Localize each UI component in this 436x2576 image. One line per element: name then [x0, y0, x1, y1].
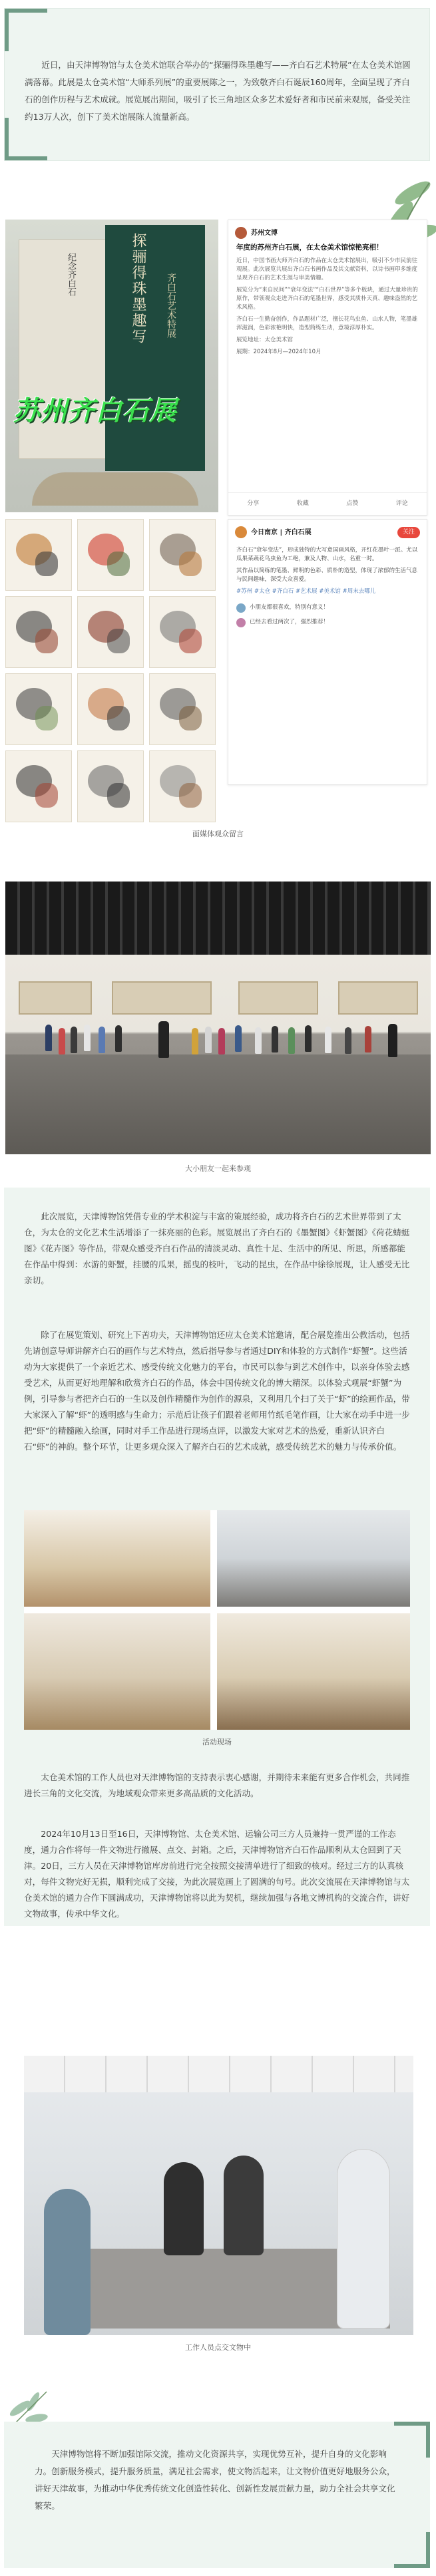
painting-thumbnail: [149, 673, 216, 745]
share-button[interactable]: 分享: [247, 500, 260, 507]
post-paragraph: 齐白石一生勤奋创作，作品题材广泛，擅长花鸟虫鱼、山水人物，笔墨雄浑滋润，色彩浓艳明快，造型简练生动，意境淳厚朴实。: [236, 316, 418, 331]
post-paragraph: 近日，中国书画大师齐白石的作品在太仓美术馆展出，吸引不少市民前往观展。此次展览共展出齐白石书画作品及其文献资料，以诗书画印多维度呈现齐白石的艺术生涯与审美情趣。: [236, 257, 418, 281]
painting-thumbnail: [5, 750, 72, 822]
painting-thumbnail: [149, 596, 216, 668]
painting-thumbnail: [5, 519, 72, 591]
avatar: [236, 603, 246, 613]
catalogue-title: 探骊得珠墨趣写: [130, 233, 146, 345]
favorite-button[interactable]: 收藏: [296, 500, 309, 507]
avatar: [236, 618, 246, 627]
comment-text: 已经去看过两次了，强烈推荐！: [250, 619, 329, 625]
corner-decoration: [5, 9, 47, 51]
narrative-card: [4, 1188, 430, 1926]
visitors-photo: [5, 882, 431, 1154]
post-paragraph: 展览分为“来自民间”“衰年变法”“白石世界”等多个板块，通过大量珍贵的原作，带领观众走进齐白石的笔墨世界，感受其质朴天真、趣味盎然的艺术风格。: [236, 287, 418, 311]
catalogue-book-dark: [105, 225, 205, 471]
corner-decoration: [394, 2532, 430, 2568]
comment-text: 小朋友都很喜欢，特别有意义！: [250, 604, 329, 611]
comment-button[interactable]: 评论: [395, 500, 408, 507]
staff-handover-photo: [24, 2056, 413, 2335]
image-caption: 工作人员点交文物中: [185, 2343, 251, 2352]
catalogue-subtitle: 齐白石艺术特展: [166, 273, 176, 338]
narrative-paragraph: 太仓美术馆的工作人员也对天津博物馆的支持表示衷心感谢，并期待未来能有更多合作机会，共同推进长三角的文化交流，为地域观众带来更多高品质的文化活动。: [24, 1772, 410, 1798]
poster-banner: 苏州齐白石展: [13, 396, 177, 426]
painting-thumbnail: [77, 596, 144, 668]
activity-photo: [24, 1510, 210, 1607]
social-post-card[interactable]: [228, 519, 427, 785]
activity-photo: [217, 1613, 410, 1730]
painting-thumbnail: [149, 750, 216, 822]
intro-card: [4, 8, 430, 161]
post-tags[interactable]: #苏州 #太仓 #齐白石 #艺术展 #美术馆 #周末去哪儿: [236, 588, 376, 595]
avatar: [235, 526, 247, 538]
closing-paragraph: 天津博物馆将不断加强馆际交流，推动文化资源共享，实现优势互补，提升自身的文化影响力。创新服务模式，提升服务质量，满足社会需求，使文物活起来，让文物价值更好地服务公众，讲好天津故事，为推动中华优秀传统文化创造性转化、创新性发展贡献力量，助力全社会共享文化繁荣。: [35, 2449, 395, 2511]
exhibition-poster: [5, 220, 218, 512]
comment-item: [228, 615, 427, 630]
painting-thumbnail: [77, 750, 144, 822]
activity-photo-grid: [24, 1510, 410, 1730]
like-button[interactable]: 点赞: [346, 500, 359, 507]
wechat-post-card[interactable]: [228, 220, 427, 516]
activity-photo: [217, 1510, 410, 1607]
follow-button[interactable]: 关注: [397, 527, 420, 538]
post-actions: [228, 492, 427, 515]
image-caption: 面媒体观众留言: [192, 830, 244, 838]
narrative-paragraph: 2024年10月13日至16日，天津博物馆、太仓美术馆、运输公司三方人员兼持一贯严谨的工作态度，通力合作将每一件文物进行撤展、点交、封箱。之后，天津博物馆齐白石作品顺利从太仓回到了天津。20日，三方人员在天津博物馆库房前进行完全按照交接清单进行了细致的核对。经过三方的认真核对，每件文物完好无损，顺利完成了交接，为此次展览画上了圆满的句号。此次交流展在天津博物馆与太仓美术馆的通力合作下圆满成功，天津博物馆将以此为契机，继续加强与各地文博机构的交流合作，讲好文物故事，传承中华文化。: [24, 1829, 410, 1919]
activity-photo: [24, 1613, 210, 1730]
image-caption: 大小朋友一起来参观: [185, 1164, 251, 1173]
account-name: 今日南京 | 齐白石展: [251, 528, 312, 536]
post-paragraph: 展期：2024年8月—2024年10月: [236, 349, 322, 355]
post-paragraph: 展览地址：太仓美术馆: [236, 337, 294, 343]
image-caption: 活动现场: [202, 1738, 232, 1746]
avatar: [235, 227, 247, 239]
intro-paragraph: 近日，由天津博物馆与太仓美术馆联合举办的“探骊得珠墨趣写——齐白石艺术特展”在太仓美术馆圆满落幕。此展是太仓美术馆“大师系列展”的重要展陈之一，为致敬齐白石诞辰160周年，全面呈现了齐白石的创作历程与艺术成就。展览展出期间，吸引了长三角地区众多艺术爱好者和市民前来观展，备受关注约13万人次，创下了美术馆展陈人流量新高。: [25, 60, 411, 122]
narrative-paragraph: 除了在展览策划、研究上下苦功夫，天津博物馆还应太仓美术馆邀请，配合展览推出公教活动，包括先请创意导师讲解齐白石的画作与艺术特点，然后指导参与者通过DIY和体验的方式制作“虾蟹”。这些活动为大家提供了一个亲近艺术、感受传统文化魅力的平台，市民可以参与到艺术创作中，以亲身体验去感受艺术，从而更好地理解和欣赏齐白石的作品，体会中国传统文化的博大精深。以体验式观展“虾蟹”为例，引导参与者把齐白石的一生以及创作精髓作为创作的源泉，又利用几个扫了关于“虾”的绘画作品，带大家深入了解“虾”的透明感与生命力；示范后让孩子们跟着老师用竹纸毛笔作画，让大家在动手中进一步把“虾”的精髓融入绘画，同时对手工作品进行现场点评，以激发大家对艺术的热爱，重新认识齐白石“虾”的神韵。整个环节，让更多观众深入了解齐白石的艺术成就，感受传统艺术的魅力与传承价值。: [24, 1330, 410, 1452]
account-name: 苏州文博: [251, 229, 278, 237]
painting-thumbnail: [5, 673, 72, 745]
painting-thumbnail: [77, 519, 144, 591]
post-paragraph: 齐白石“衰年变法”，形成独特的大写意国画风格，开红花墨叶一派。尤以瓜果菜蔬花鸟虫鱼为工绝，兼及人物、山水，名重一时。: [236, 547, 418, 562]
painting-thumbnail: [5, 596, 72, 668]
painting-thumbnail: [149, 519, 216, 591]
post-paragraph: 其作品以简练的笔墨、鲜明的色彩、质朴的造型，体现了浓郁的生活气息与民间趣味，深受大众喜爱。: [236, 567, 418, 583]
closing-card: [4, 2422, 430, 2568]
fan-painting: [32, 472, 198, 506]
painting-grid: [5, 519, 218, 832]
comment-item: [228, 601, 427, 615]
narrative-paragraph: 此次展览，天津博物馆凭借专业的学术积淀与丰富的策展经验，成功将齐白石的艺术世界带到了太仓，为太仓的文化艺术生活增添了一抹亮丽的色彩。展览展出了齐白石的《墨蟹图》《虾蟹图》《荷花蜻蜓图》《花卉图》等作品，带观众感受齐白石作品的清淡灵动、真性十足、生活中的所见、所思，所感都能在作品中得到：水游的虾蟹，挂腰的瓜果，摇曳的枝叶，飞动的昆虫，在作品中徐徐展现，让人感受无比亲切。: [24, 1211, 410, 1285]
catalogue-small-title: 纪念齐白石: [66, 253, 76, 296]
post-title: 年度的苏州齐白石展，在太仓美术馆惊艳亮相！: [236, 243, 383, 251]
painting-thumbnail: [77, 673, 144, 745]
